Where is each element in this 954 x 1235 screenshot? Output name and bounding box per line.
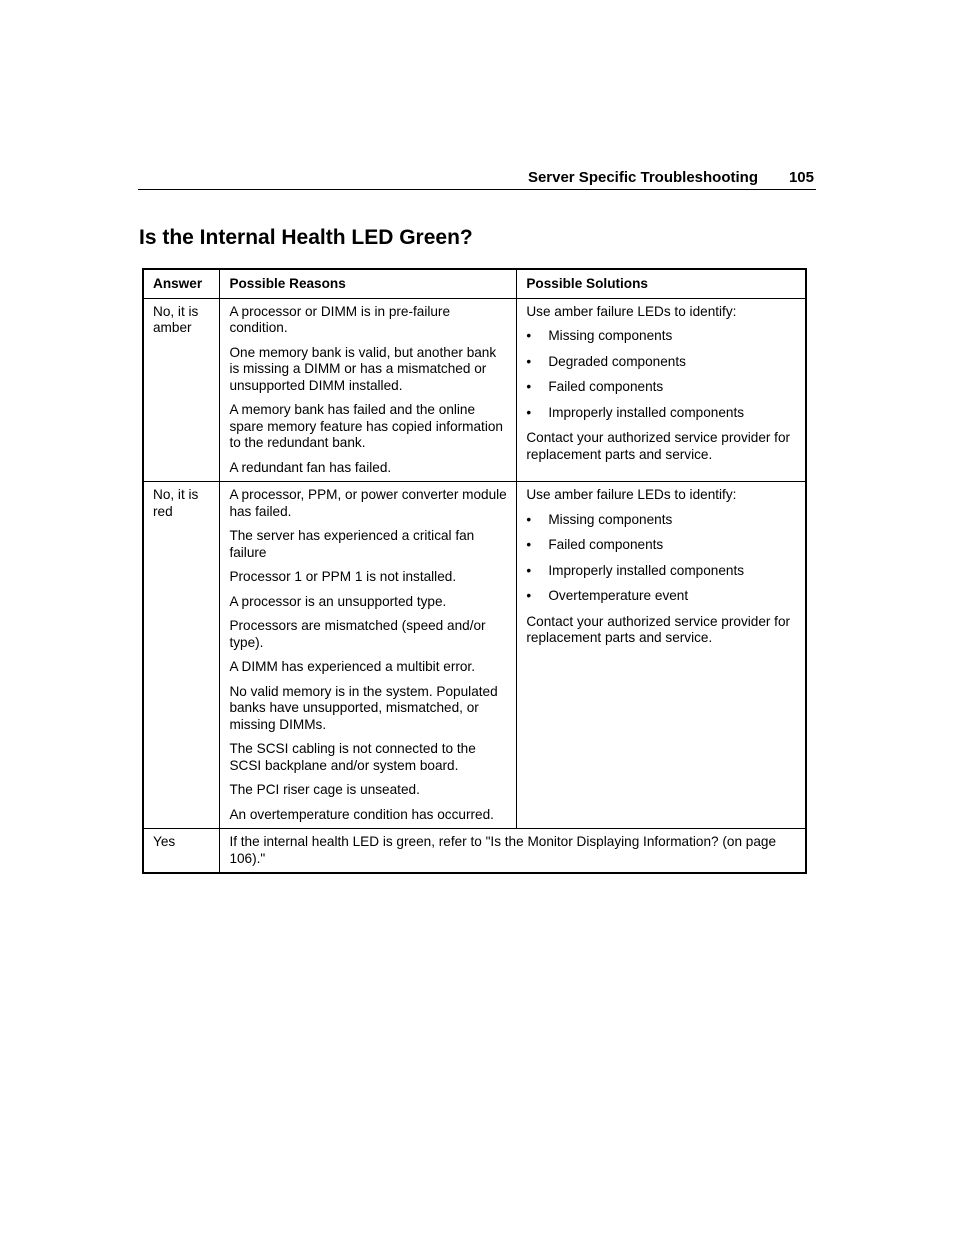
note-cell — [220, 829, 806, 874]
reasons-cell — [220, 298, 517, 482]
bullet-icon: • — [526, 379, 532, 394]
reason-item: A DIMM has experienced a multibit error. — [229, 659, 475, 674]
answer-cell: No, it is amber — [143, 298, 220, 482]
solution-outro: Contact your authorized service provider for replacement parts and service. — [526, 613, 791, 645]
list-item — [526, 379, 797, 396]
bullet-icon: • — [526, 537, 532, 552]
table-row — [143, 298, 806, 482]
list-item — [526, 354, 797, 371]
reason-item: Processor 1 or PPM 1 is not installed. — [229, 569, 457, 584]
table-header-row — [143, 269, 806, 298]
reason-item: An overtemperature condition has occurred. — [229, 806, 494, 822]
bullet-icon: • — [526, 562, 532, 578]
running-header — [138, 168, 816, 190]
list-item — [526, 537, 797, 554]
answer-cell: Yes — [143, 829, 220, 874]
list-item — [526, 512, 797, 529]
bullet-icon: • — [526, 404, 532, 420]
reason-item: One memory bank is valid, but another bank is missing a DIMM or has a mismatched or unsupported DIMM installed. — [229, 344, 497, 393]
list-item-text: Degraded components — [548, 353, 686, 369]
solution-outro: Contact your authorized service provider for replacement parts and service. — [526, 430, 791, 462]
table-row — [143, 829, 806, 874]
solution-intro: Use amber failure LEDs to identify: — [526, 303, 737, 319]
reason-item: The server has experienced a critical fan failure — [229, 528, 475, 560]
solution-list — [526, 512, 797, 605]
solutions-cell — [517, 298, 806, 482]
reason-item: A redundant fan has failed. — [229, 459, 392, 475]
list-item-text: Missing components — [548, 511, 673, 527]
list-item-text: Failed components — [548, 537, 664, 552]
bullet-icon: • — [526, 328, 532, 343]
list-item-text: Overtemperature event — [548, 588, 689, 603]
reason-item: Processors are mismatched (speed and/or type). — [229, 618, 486, 650]
list-item-text: Improperly installed components — [548, 562, 745, 578]
bullet-icon: • — [526, 588, 532, 603]
reasons-cell — [220, 482, 517, 829]
list-item — [526, 563, 797, 580]
solution-intro: Use amber failure LEDs to identify: — [526, 487, 737, 502]
solution-list — [526, 328, 797, 421]
bullet-icon: • — [526, 353, 532, 369]
reason-item: A processor, PPM, or power converter module has failed. — [229, 487, 507, 519]
list-item — [526, 328, 797, 345]
list-item-text: Improperly installed components — [548, 404, 745, 420]
bullet-icon: • — [526, 511, 532, 527]
reason-item: A processor or DIMM is in pre-failure condition. — [229, 303, 451, 335]
answer-cell: No, it is red — [143, 482, 220, 829]
reason-item: No valid memory is in the system. Populated banks have unsupported, mismatched, or missing DIMMs. — [229, 683, 498, 732]
column-header-solutions: Possible Solutions — [517, 269, 806, 298]
page-title: Is the Internal Health LED Green? — [139, 226, 473, 249]
reason-item: The PCI riser cage is unseated. — [229, 782, 420, 797]
list-item-text: Missing components — [548, 328, 673, 343]
reason-item: A memory bank has failed and the online spare memory feature has copied information to the redundant bank. — [229, 402, 503, 450]
reason-item: The SCSI cabling is not connected to the SCSI backplane and/or system board. — [229, 741, 476, 773]
section-title: Server Specific Troubleshooting — [527, 169, 758, 186]
table-row — [143, 482, 806, 829]
troubleshooting-table — [142, 268, 807, 874]
page-number: 105 — [788, 169, 814, 186]
column-header-answer: Answer — [143, 269, 220, 298]
solutions-cell — [517, 482, 806, 829]
reason-item: A processor is an unsupported type. — [229, 593, 447, 609]
cross-reference-note: If the internal health LED is green, refer to "Is the Monitor Displaying Information? (on page 106)." — [229, 834, 777, 866]
list-item-text: Failed components — [548, 379, 664, 394]
list-item — [526, 405, 797, 422]
column-header-reasons: Possible Reasons — [220, 269, 517, 298]
list-item — [526, 588, 797, 605]
